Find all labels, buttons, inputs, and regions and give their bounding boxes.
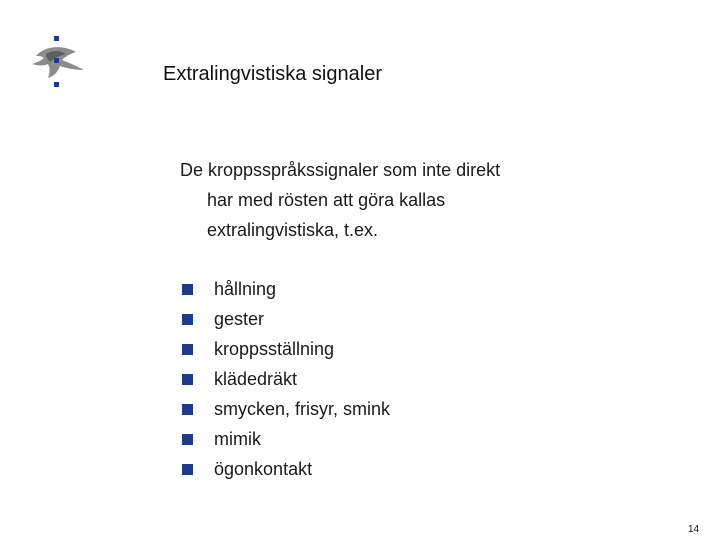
square-bullet-icon <box>182 434 193 445</box>
square-bullet-icon <box>182 314 193 325</box>
list-item <box>182 334 390 364</box>
list-item <box>182 454 390 484</box>
list-item <box>182 304 390 334</box>
square-bullet-icon <box>182 464 193 475</box>
list-item <box>182 364 390 394</box>
list-item-label: klädedräkt <box>214 369 298 389</box>
list-item-label: mimik <box>214 429 261 449</box>
list-item-label: kroppsställning <box>214 339 335 359</box>
university-emblem-icon <box>24 32 88 98</box>
list-item-label: gester <box>214 309 265 329</box>
bullet-list <box>182 274 390 484</box>
list-item <box>182 274 390 304</box>
list-item <box>182 394 390 424</box>
list-item-label: smycken, frisyr, smink <box>214 399 391 419</box>
list-item <box>182 424 390 454</box>
list-item-label: hållning <box>214 279 277 299</box>
page-number: 14 <box>688 524 700 535</box>
square-bullet-icon <box>182 404 193 415</box>
square-bullet-icon <box>182 344 193 355</box>
intro-line-2: har med rösten att göra kallas <box>207 190 446 210</box>
square-bullet-icon <box>182 284 193 295</box>
intro-line-1: De kroppsspråkssignaler som inte direkt <box>180 160 501 180</box>
list-item-label: ögonkontakt <box>214 459 313 479</box>
square-bullet-icon <box>182 374 193 385</box>
slide-title: Extralingvistiska signaler <box>163 63 382 85</box>
intro-line-3: extralingvistiska, t.ex. <box>207 220 379 240</box>
intro-paragraph <box>180 155 640 245</box>
